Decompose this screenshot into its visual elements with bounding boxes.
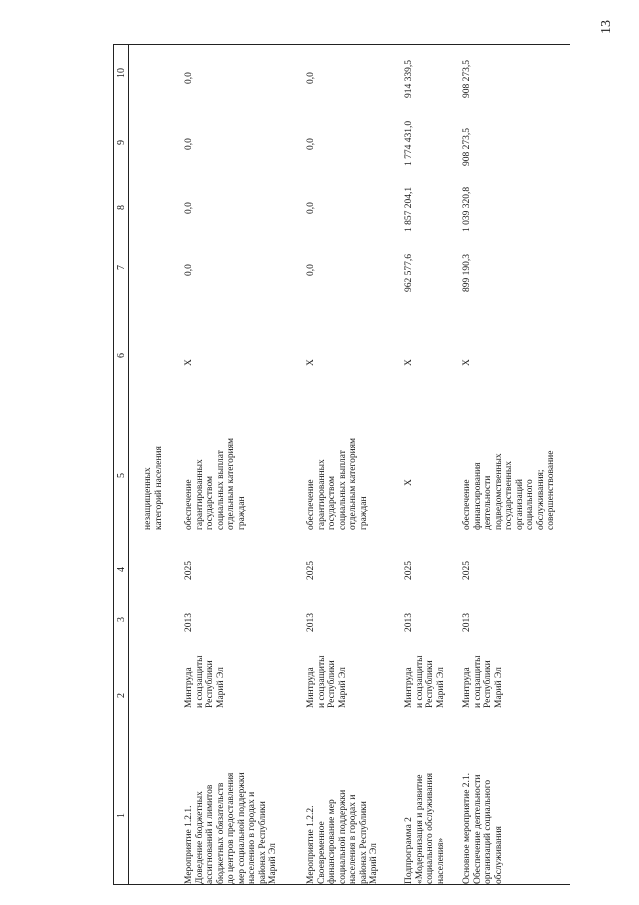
row-start-year: 2013 — [306, 613, 316, 632]
row-end-year: 2025 — [404, 561, 414, 580]
col-num-2: 2 — [116, 693, 127, 698]
col-num-4: 4 — [116, 567, 127, 572]
table-bottom-rule — [113, 884, 570, 885]
col-num-10: 10 — [116, 68, 127, 78]
row-value-col10: 0,0 — [184, 72, 194, 84]
row-executor: Минтруда и соцзащиты Республики Марий Эл — [306, 655, 348, 708]
col-num-1: 1 — [116, 813, 127, 818]
row-name: Основное мероприятие 2.1. Обеспечение деятельности организаций социального обслуживания — [462, 772, 504, 884]
row-indicator: Х — [404, 359, 414, 366]
row-indicator: Х — [184, 359, 194, 366]
row-value-col9: 0,0 — [306, 138, 316, 150]
row-start-year: 2013 — [462, 613, 472, 632]
carryover-result-text: незащищенных категорий населения — [143, 446, 164, 530]
header-top-rule — [113, 44, 570, 45]
row-value-col7: 0,0 — [306, 264, 316, 276]
page-number: 13 — [599, 20, 614, 34]
row-executor: Минтруда и соцзащиты Республики Марий Эл — [184, 655, 226, 708]
row-value-col9: 0,0 — [184, 138, 194, 150]
col-num-3: 3 — [116, 617, 127, 622]
row-value-col7: 0,0 — [184, 264, 194, 276]
row-executor: Минтруда и соцзащиты Республики Марий Эл — [462, 655, 504, 708]
row-value-col8: 0,0 — [306, 202, 316, 214]
header-band-right — [128, 44, 129, 884]
row-indicator: Х — [462, 359, 472, 366]
col-num-5: 5 — [116, 473, 127, 478]
row-indicator: Х — [306, 359, 316, 366]
row-end-year: 2025 — [306, 561, 316, 580]
header-band-left — [113, 44, 114, 884]
row-value-col8: 0,0 — [184, 202, 194, 214]
row-start-year: 2013 — [184, 613, 194, 632]
row-value-col10: 914 339,5 — [404, 60, 414, 98]
col-num-8: 8 — [116, 205, 127, 210]
row-value-col9: 908 273,5 — [462, 128, 472, 166]
row-start-year: 2013 — [404, 613, 414, 632]
col-num-9: 9 — [116, 140, 127, 145]
row-result: обеспечение гарантированных государством социальных выплат отдельным категориям граждан — [184, 437, 247, 530]
row-value-col8: 1 039 320,8 — [462, 186, 472, 232]
row-result: обеспечение гарантированных государством социальных выплат отдельным категориям граждан — [306, 437, 369, 530]
row-value-col8: 1 857 204,1 — [404, 186, 414, 232]
row-value-col7: 962 577,6 — [404, 254, 414, 292]
col-num-6: 6 — [116, 353, 127, 358]
row-end-year: 2025 — [184, 561, 194, 580]
row-value-col10: 908 273,5 — [462, 60, 472, 98]
row-value-col10: 0,0 — [306, 72, 316, 84]
row-executor: Минтруда и соцзащиты Республики Марий Эл — [404, 655, 446, 708]
row-value-col7: 899 190,3 — [462, 254, 472, 292]
row-name: Мероприятие 1.2.1. Доведение бюджетных ассигнований и лимитов бюджетных обязательств до центров предоставления мер социальной поддержки населению в городах и районах Республики Марий Эл — [184, 772, 278, 884]
row-value-col9: 1 774 431,0 — [404, 120, 414, 166]
row-end-year: 2025 — [462, 561, 472, 580]
col-num-7: 7 — [116, 265, 127, 270]
row-result: Х — [404, 479, 414, 486]
row-name: Мероприятие 1.2.2. Своевременное финансирование мер социальной поддержки населения в городах и районах Республики Марий Эл — [306, 789, 379, 884]
row-name: Подпрограмма 2 «Модернизация и развитие социального обслуживания населения» — [404, 772, 446, 884]
row-result: обеспечение финансирования деятельности подведомственных государственных организаций социального обслуживания; совершенствование — [462, 450, 556, 530]
